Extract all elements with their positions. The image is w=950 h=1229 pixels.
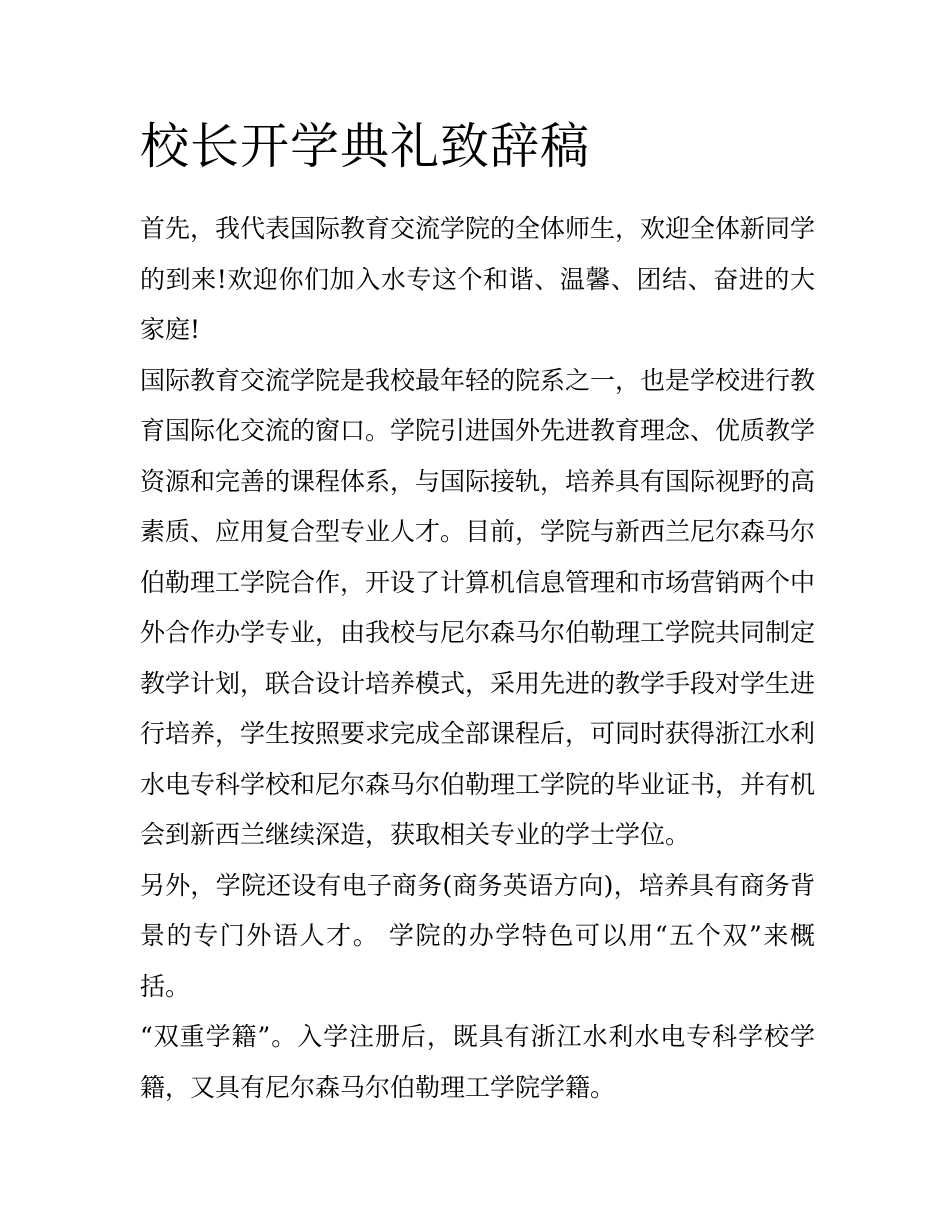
paragraph-college-intro: 国际教育交流学院是我校最年轻的院系之一，也是学校进行教育国际化交流的窗口。学院引进国外先进教育理念、优质教学资源和完善的课程体系，与国际接轨，培养具有国际视野的高素质、应用复合型专业人才。目前，学院与新西兰尼尔森马尔伯勒理工学院合作，开设了计算机信息管理和市场营销两个中外合作办学专业，由我校与尼尔森马尔伯勒理工学院共同制定教学计划，联合设计培养模式，采用先进的教学手段对学生进行培养，学生按照要求完成全部课程后，可同时获得浙江水利水电专科学校和尼尔森马尔伯勒理工学院的毕业证书，并有机会到新西兰继续深造，获取相关专业的学士学位。 — [140, 365, 816, 849]
paragraph-dual-enrollment: “双重学籍”。入学注册后，既具有浙江水利水电专科学校学籍，又具有尼尔森马尔伯勒理工学院学籍。 — [140, 1022, 815, 1102]
paragraph-welcome: 首先，我代表国际教育交流学院的全体师生，欢迎全体新同学的到来!欢迎你们加入水专这个和谐、温馨、团结、奋进的大家庭! — [140, 214, 816, 344]
document-title: 校长开学典礼致辞稿 — [140, 118, 591, 175]
paragraph-ecommerce: 另外，学院还设有电子商务(商务英语方向)，培养具有商务背景的专门外语人才。 学院的办学特色可以用“五个双”来概括。 — [140, 870, 815, 1001]
document-body — [140, 112, 815, 1113]
